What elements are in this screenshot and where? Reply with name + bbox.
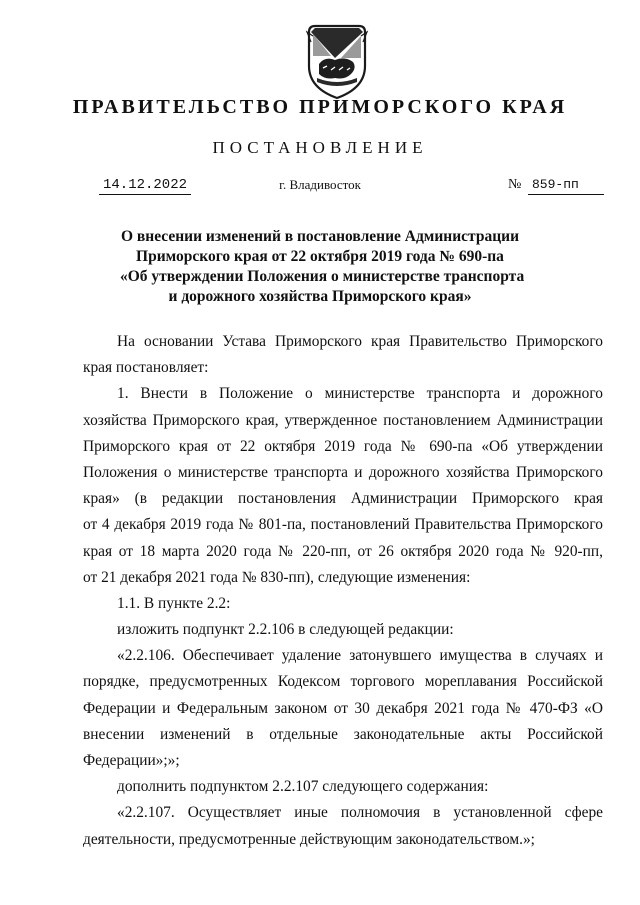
document-date: 14.12.2022	[99, 176, 191, 195]
heading-line: Приморского края от 22 октября 2019 года № 690-па	[136, 248, 504, 265]
body-line: от 4 декабря 2019 года № 801-па, постановлений Правительства Приморского	[83, 516, 603, 534]
heading-line: «Об утверждении Положения о министерстве транспорта	[120, 268, 525, 285]
document-meta	[0, 176, 640, 198]
body-line: 1. Внести в Положение о министерстве транспорта и дорожного	[117, 385, 603, 403]
coat-of-arms-icon	[301, 18, 373, 100]
heading-line: и дорожного хозяйства Приморского края»	[168, 288, 472, 305]
body-line: порядке, предусмотренных Кодексом торгового мореплавания Российской	[83, 673, 603, 691]
heading-line: О внесении изменений в постановление Администрации	[120, 228, 519, 245]
body-line: от 21 декабря 2021 года № 830-пп), следующие изменения:	[83, 568, 471, 586]
document-city: г. Владивосток	[279, 177, 361, 192]
body-line: края от 18 марта 2020 года № 220-пп, от 26 октября 2020 года № 920-пп,	[83, 542, 603, 560]
government-title: ПРАВИТЕЛЬСТВО ПРИМОРСКОГО КРАЯ	[72, 96, 568, 118]
body-line: Положения о министерстве транспорта и дорожного хозяйства Приморского	[83, 463, 603, 481]
body-line: Федерации»;»;	[83, 752, 180, 769]
body-line: Приморского края от 22 октября 2019 года № 690-па «Об утверждении	[83, 437, 603, 455]
body-line: края постановляет:	[83, 359, 209, 377]
body-line: 1.1. В пункте 2.2:	[117, 594, 231, 612]
document-type: ПОСТАНОВЛЕНИЕ	[212, 138, 428, 157]
body-line: Федерации и Федеральным законом от 30 декабря 2021 года № 470-ФЗ «О	[83, 699, 603, 717]
body-line: деятельности, предусмотренные действующим законодательством.»;	[83, 830, 535, 848]
body-line: дополнить подпунктом 2.2.107 следующего содержания:	[117, 778, 489, 796]
document-number-sign: №	[508, 177, 522, 192]
body-line: «2.2.106. Обеспечивает удаление затонувшего имущества в случаях и	[117, 647, 603, 665]
body-line: На основании Устава Приморского края Правительство Приморского	[117, 333, 603, 350]
document-heading	[120, 227, 525, 307]
document-number: 859-пп	[528, 176, 604, 195]
document-body	[83, 329, 603, 853]
body-line: изложить подпункт 2.2.106 в следующей редакции:	[117, 621, 454, 639]
body-line: хозяйства Приморского края, утвержденное постановлением Администрации	[83, 411, 603, 429]
body-line: внесении изменений в отдельные законодательные акты Российской	[83, 725, 603, 743]
body-line: «2.2.107. Осуществляет иные полномочия в установленной сфере	[117, 804, 603, 822]
body-line: края» (в редакции постановления Администрации Приморского края	[83, 490, 603, 508]
